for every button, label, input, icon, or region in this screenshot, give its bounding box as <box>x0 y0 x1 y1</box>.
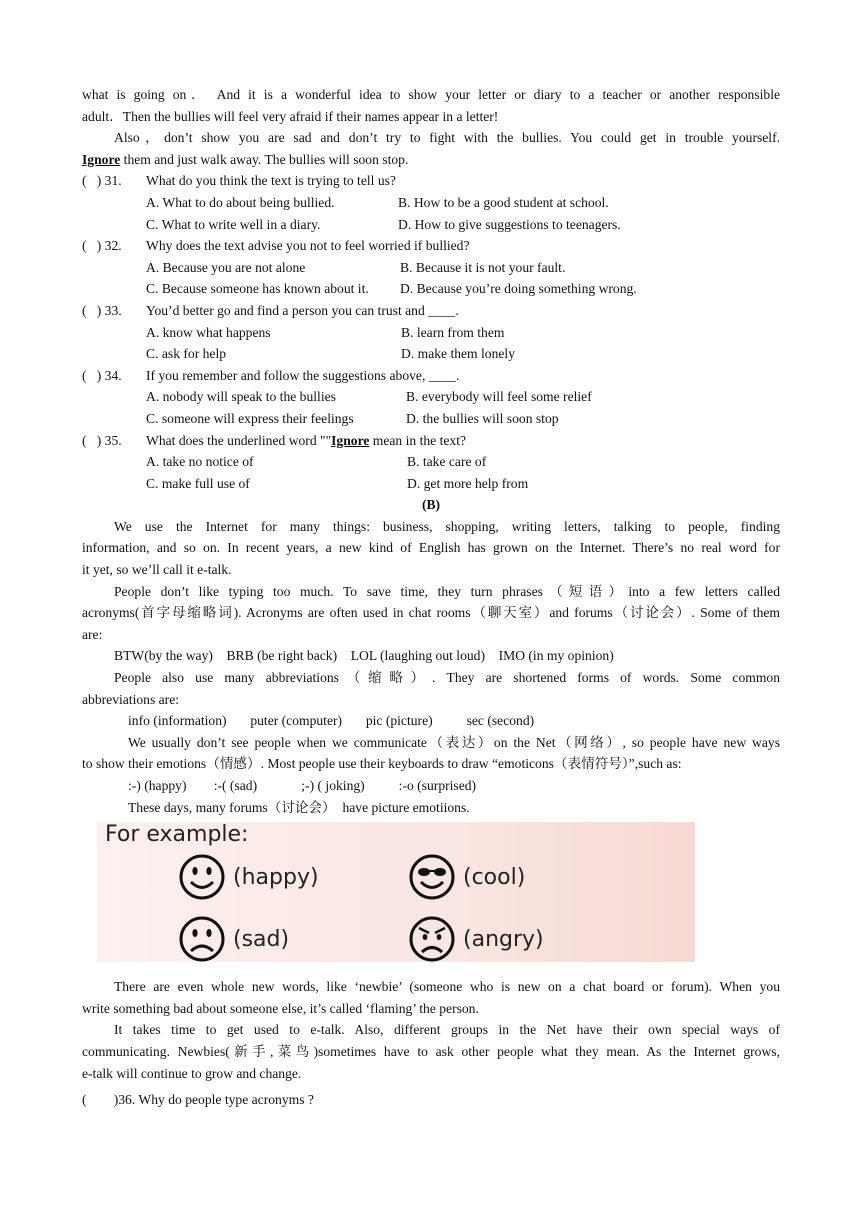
intro-line-3: Also，don’t show you are sad and don’t try to fight with the bullies. You could get in trouble yourself. <box>114 130 780 146</box>
figure-title: For example: <box>105 822 249 848</box>
passage-b-line: We usually don’t see people when we communicate（表达）on the Net（网络）, so people have new ways <box>128 734 780 750</box>
option-c: C. make full use of <box>146 475 250 491</box>
options-row <box>82 322 780 344</box>
passage-c-line: write something bad about someone else, it’s called ‘flaming’ the person. <box>82 1000 479 1016</box>
option-d: D. make them lonely <box>401 346 516 362</box>
intro-line-4: Ignore them and just walk away. The bullies will soon stop. <box>82 151 409 167</box>
option-b: B. learn from them <box>401 324 505 340</box>
intro-line-1: what is going on． And it is a wonderful idea to show your letter or diary to a teacher or another responsible <box>82 87 780 102</box>
option-c: C. Because someone has known about it. <box>146 281 369 297</box>
passage-b-line: People also use many abbreviations（缩略）. They are shortened forms of words. Some common <box>114 670 780 686</box>
emoticon-label: (happy) <box>233 864 319 890</box>
ignore-word: Ignore <box>331 432 370 448</box>
question-31 <box>82 170 780 192</box>
options-row <box>82 257 780 279</box>
options-row <box>82 278 780 300</box>
emoticon-label: (sad) <box>233 926 290 952</box>
emoticon-angry <box>407 914 544 964</box>
question-text: You’d better go and find a person you can trust and ____. <box>146 302 459 318</box>
acronym-list: BTW(by the way) BRB (be right back) LOL (laughing out loud) IMO (in my opinion) <box>114 648 614 664</box>
option-b: B. How to be a good student at school. <box>398 194 609 210</box>
emoticon-figure <box>97 822 695 962</box>
options-row <box>82 386 780 408</box>
passage-c-line: e-talk will continue to grow and change. <box>82 1065 302 1081</box>
document-page <box>82 84 780 1111</box>
options-row <box>82 214 780 236</box>
option-b: B. everybody will feel some relief <box>406 389 592 405</box>
option-c: C. What to write well in a diary. <box>146 216 321 232</box>
intro-line-2: adult．Then the bullies will feel very afraid if their names appear in a letter! <box>82 108 499 124</box>
question-34 <box>82 365 780 387</box>
answer-blank[interactable]: ( ) 32. <box>82 238 122 254</box>
options-row <box>82 408 780 430</box>
question-36[interactable]: ( )36. Why do people type acronyms ? <box>82 1092 314 1108</box>
emoticon-label: (cool) <box>463 864 526 890</box>
passage-b-line: People don’t like typing too much. To save time, they turn phrases（短语）into a few letters called <box>114 583 780 599</box>
option-a: A. Because you are not alone <box>146 259 306 275</box>
section-heading-b: (B) <box>421 497 441 513</box>
option-a: A. What to do about being bullied. <box>146 194 335 210</box>
passage-c-line: It takes time to get used to e-talk. Also, different groups in the Net have their own special ways of <box>114 1022 780 1038</box>
question-text: If you remember and follow the suggestions above, ____. <box>146 367 460 383</box>
options-row <box>82 192 780 214</box>
option-c: C. someone will express their feelings <box>146 410 354 426</box>
answer-blank[interactable]: ( ) 33. <box>82 302 122 318</box>
angry-face-icon <box>407 914 457 964</box>
option-a: A. nobody will speak to the bullies <box>146 389 336 405</box>
question-33 <box>82 300 780 322</box>
question-text: What do you think the text is trying to tell us? <box>146 173 396 189</box>
option-b: B. Because it is not your fault. <box>400 259 566 275</box>
passage-b-line: information, and so on. In recent years, a new kind of English has grown on the Internet. There’s no real word for <box>82 540 780 556</box>
emoticon-sad <box>177 914 289 964</box>
cool-face-icon <box>407 852 457 902</box>
passage-b-line: These days, many forums（讨论会） have picture emotiions. <box>128 799 470 815</box>
emoticon-happy <box>177 852 319 902</box>
option-a: A. know what happens <box>146 324 271 340</box>
passage-b-line: to show their emotions（情感）. Most people use their keyboards to draw “emoticons（表情符号）”,such as: <box>82 756 682 772</box>
options-row <box>82 343 780 365</box>
answer-blank[interactable]: ( ) 35. <box>82 432 122 448</box>
emoticon-label: (angry) <box>463 926 544 952</box>
emoticon-cool <box>407 852 525 902</box>
sad-face-icon <box>177 914 227 964</box>
answer-blank[interactable]: ( ) 31. <box>82 173 122 189</box>
option-d: D. the bullies will soon stop <box>406 410 559 426</box>
passage-b-line: are: <box>82 626 103 642</box>
passage-b-line: abbreviations are: <box>82 691 180 707</box>
question-text: Why does the text advise you not to feel worried if bullied? <box>146 238 470 254</box>
option-d: D. How to give suggestions to teenagers. <box>398 216 621 232</box>
option-b: B. take care of <box>407 454 487 470</box>
option-a: A. take no notice of <box>146 454 254 470</box>
option-c: C. ask for help <box>146 346 227 362</box>
question-text: What does the underlined word ""Ignore mean in the text? <box>146 432 467 448</box>
abbreviation-list: info (information) puter (computer) pic (picture) sec (second) <box>128 713 535 729</box>
options-row <box>82 473 780 495</box>
answer-blank[interactable]: ( ) 34. <box>82 367 122 383</box>
emoticon-list: :-) (happy) :-( (sad) ;-) ( joking) :-o (surprised) <box>128 778 477 793</box>
option-d: D. Because you’re doing something wrong. <box>400 281 637 297</box>
question-35 <box>82 430 780 452</box>
ignore-word: Ignore <box>82 151 121 167</box>
passage-c-line: communicating. Newbies(新手,菜鸟)sometimes have to ask other people what they mean. As the Internet grows, <box>82 1043 780 1059</box>
passage-b-line: it yet, so we’ll call it e-talk. <box>82 562 232 578</box>
options-row <box>82 451 780 473</box>
passage-b-line: We use the Internet for many things: business, shopping, writing letters, talking to people, finding <box>114 518 780 534</box>
passage-b-line: acronyms(首字母缩略词). Acronyms are often used in chat rooms（聊天室）and forums（讨论会）. Some of them <box>82 605 780 621</box>
option-d: D. get more help from <box>407 475 529 491</box>
passage-c-line: There are even whole new words, like ‘newbie’ (someone who is new on a chat board or forum). When you <box>114 979 780 995</box>
happy-face-icon <box>177 852 227 902</box>
question-32 <box>82 235 780 257</box>
